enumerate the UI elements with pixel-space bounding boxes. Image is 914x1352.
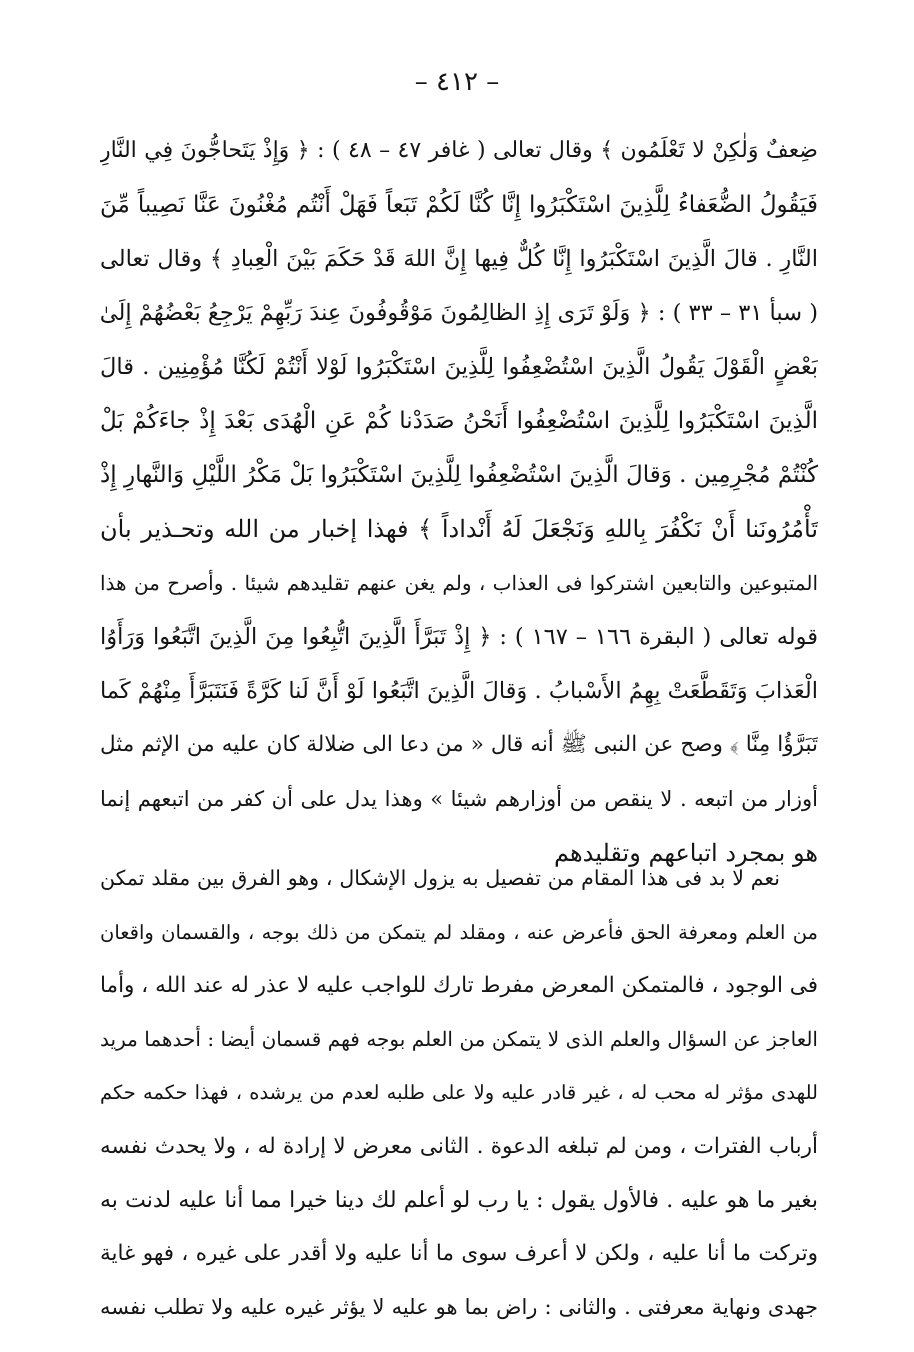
text-line: النَّارِ . قالَ الَّذِينَ اسْتَكْبَرُوا إِنَّا كُلٌّ فِيها إِنَّ اللهَ قَدْ حَكَمَ بَيْنَ الْعِبادِ ﴾ وقال تعالى <box>100 246 818 272</box>
text-line: كُنْتُمْ مُجْرِمِين . وَقالَ الَّذِينَ اسْتُضْعِفُوا لِلَّذِينَ اسْتَكْبَرُوا بَلْ مَكْرُ اللَّيْلِ وَالنَّهارِ إِذْ <box>100 462 818 488</box>
page-number: – ٤١٢ – <box>414 67 500 97</box>
text-line: الَّذِينَ اسْتَكْبَرُوا لِلَّذِينَ اسْتُضْعِفُوا أَنَحْنُ صَدَدْنا كُمْ عَنِ الْهُدَى بَعْدَ إِذْ جاءَكُمْ بَلْ <box>100 408 818 434</box>
text-line: بَعْضٍ الْقَوْلَ يَقُولُ الَّذِينَ اسْتُضْعِفُوا لِلَّذِينَ اسْتَكْبَرُوا لَوْلا أَنْتُمْ لَكُنَّا مُؤْمِنِين . قالَ <box>100 354 818 380</box>
paragraph-two <box>100 852 818 1334</box>
text-line: نعم لا بد فى هذا المقام من تفصيل به يزول الإشكال ، وهو الفرق بين مقلد تمكن <box>100 866 780 890</box>
text-line: ضِعفٌ وَلٰكِنْ لا تَعْلَمُون ﴾ وقال تعالى ( غافر ٤٧ – ٤٨ ) : ﴿ وَإِذْ يَتَحاجُّونَ فِي النَّارِ <box>100 138 818 163</box>
text-line: الْعَذابَ وَتَقَطَّعَتْ بِهِمُ الأَسْبابُ . وَقالَ الَّذِينَ اتَّبَعُوا لَوْ أَنَّ لَنا كَرَّةً فَنَتَبَرَّأَ مِنْهُمْ كَما <box>100 678 818 704</box>
text-line: بغير ما هو عليه . فالأول يقول : يا رب لو أعلم لك دينا خيرا مما أنا عليه لدنت به <box>100 1187 818 1213</box>
paragraph-one <box>100 124 818 880</box>
text-line: للهدى مؤثر له محب له ، غير قادر عليه ولا على طلبه لعدم من يرشده ، فهذا حكمه حكم <box>100 1081 818 1105</box>
text-line: جهدى ونهاية معرفتى . والثانى : راض بما هو عليه لا يؤثر غيره عليه ولا تطلب نفسه <box>100 1294 818 1319</box>
text-line: ( سبأ ٣١ – ٣٣ ) : ﴿ وَلَوْ تَرَى إِذِ الظالِمُونَ مَوْقُوفُونَ عِندَ رَبِّهِمْ يَرْجِعُ بَعْضُهُمْ إِلَىٰ <box>100 300 818 326</box>
text-line: فى الوجود ، فالمتمكن المعرض مفرط تارك للواجب عليه لا عذر له عند الله ، وأما <box>100 973 818 999</box>
text-line: قوله تعالى ( البقرة ١٦٦ – ١٦٧ ) : ﴿ إِذْ تَبَرَّأَ الَّذِينَ اتُّبِعُوا مِنَ الَّذِينَ اتَّبَعُوا وَرَأَوُا <box>100 624 818 650</box>
text-line: أوزار من اتبعه . لا ينقص من أوزارهم شيئا » وهذا يدل على أن كفر من اتبعهم إنما <box>100 787 818 811</box>
text-line: فَيَقُولُ الضُّعَفاءُ لِلَّذِينَ اسْتَكْبَرُوا إِنَّا كُنَّا لَكُمْ تَبَعاً فَهَلْ أَنْتُم مُغْنُونَ عَنَّا نَصِيباً مِّنَ <box>100 192 818 218</box>
text-line: وتركت ما أنا عليه ، ولكن لا أعرف سوى ما أنا عليه ولا أقدر على غيره ، فهو غاية <box>100 1241 818 1267</box>
text-line: تَبَرَّؤُا مِنَّا ﴾ وصح عن النبى ﷺ أنه قال « من دعا الى ضلالة كان عليه من الإثم مثل <box>100 732 818 757</box>
text-line: أرباب الفترات ، ومن لم تبلغه الدعوة . الثانى معرض لا إرادة له ، ولا يحدث نفسه <box>100 1133 818 1159</box>
text-line: المتبوعين والتابعين اشتركوا فى العذاب ، ولم يغن عنهم تقليدهم شيئا . وأصرح من هذا <box>100 571 818 595</box>
text-line: هو بمجرد اتباعهم وتقليدهم <box>554 839 818 867</box>
text-line: العاجز عن السؤال والعلم الذى لا يتمكن من العلم بوجه فهم قسمان أيضا : أحدهما مريد <box>100 1026 818 1051</box>
text-line: من العلم ومعرفة الحق فأعرض عنه ، ومقلد لم يتمكن من ذلك بوجه ، والقسمان واقعان <box>100 920 818 944</box>
text-line: تَأْمُرُونَنا أَنْ نَكْفُرَ بِاللهِ وَنَجْعَلَ لَهُ أَنْداداً ﴾ فهذا إخبار من الله وتحـذير بأن <box>100 515 818 543</box>
